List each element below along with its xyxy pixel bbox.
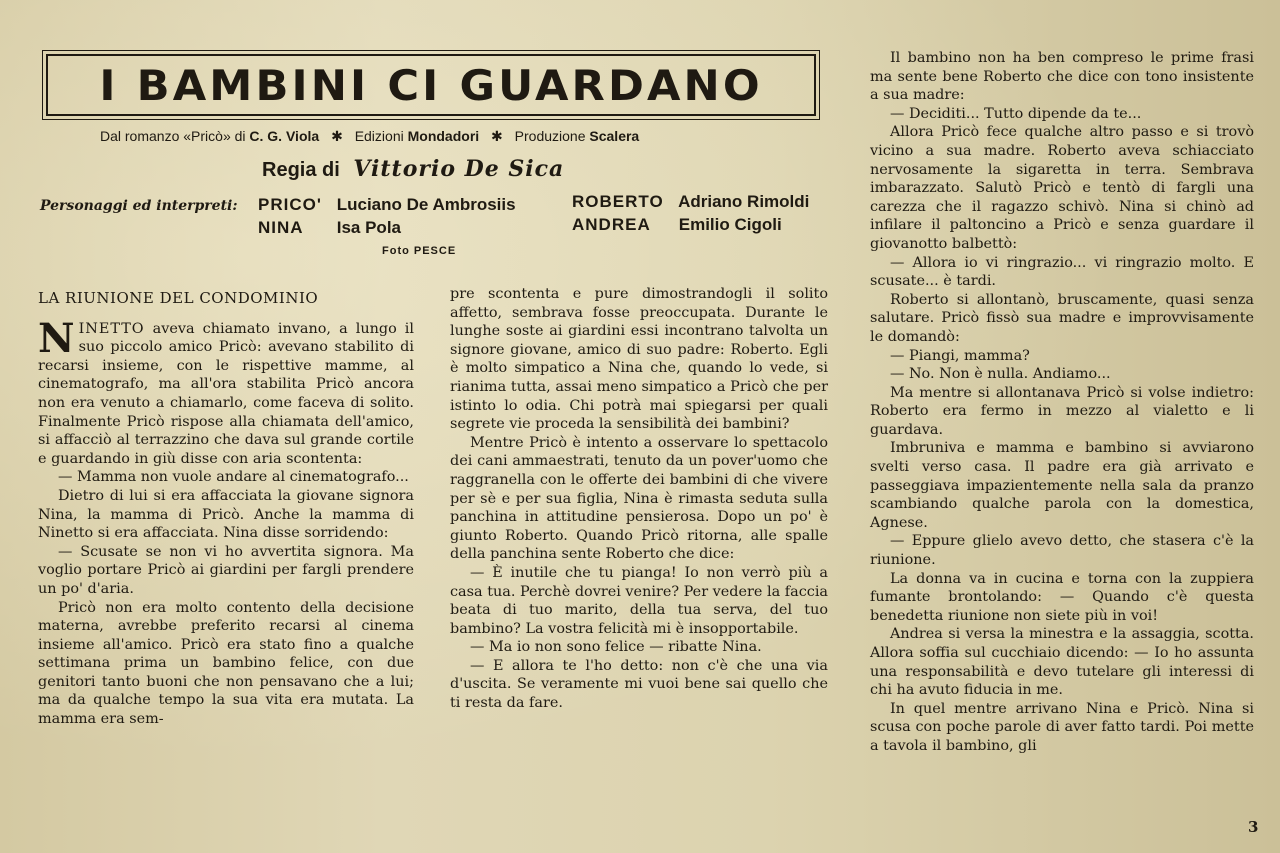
- drop-cap: N: [38, 314, 75, 362]
- cast-role: ANDREA: [572, 215, 651, 234]
- section-heading: LA RIUNIONE DEL CONDOMINIO: [38, 289, 319, 307]
- paragraph: Mentre Pricò è intento a osservare lo spettacolo dei cani ammaestrati, tenuto da un pover'uomo che raggranella con le offerte dei bambini di che vivere per sè e per sua figlia, Nina è rimasta seduta sulla panchina in attitudine pensierosa. Dopo un po' è giunto Roberto. Quando Pricò ritorna, alle spalle della panchina sente Roberto che dice:: [450, 434, 828, 563]
- cast-actor: Emilio Cigoli: [678, 215, 782, 234]
- page-number: 3: [1248, 818, 1259, 836]
- paragraph: [38, 314, 414, 469]
- credits-line: [100, 128, 639, 145]
- cast-actor: Adriano Rimoldi: [678, 192, 810, 211]
- paragraph: — Eppure glielo avevo detto, che stasera c'è la riunione.: [870, 533, 1254, 569]
- title-frame: [46, 54, 816, 116]
- text-column-3: [870, 49, 1254, 756]
- paragraph: Dietro di lui si era affacciata la giovane signora Nina, la mamma di Pricò. Anche la mamma di Ninetto si era affacciata. Nina disse sorridendo:: [38, 487, 414, 542]
- paragraph: In quel mentre arrivano Nina e Pricò. Nina si scusa con poche parole di aver fatto tardi. Poi mette a tavola il bambino, gli: [870, 700, 1254, 754]
- paragraph: Imbruniva e mamma e bambino si avviarono svelti verso casa. Il padre era già arrivato e passeggiava impazientemente nella sala da pranzo scambiando qualche parola con la domestica, Agnese.: [870, 440, 1254, 531]
- paragraph: Roberto si allontanò, bruscamente, quasi senza salutare. Pricò fissò sua madre e improvvisamente le domandò:: [870, 291, 1254, 345]
- text-column-1: [38, 289, 414, 729]
- cast-actor: Luciano De Ambrosiis: [336, 195, 516, 214]
- paragraph: — E allora te l'ho detto: non c'è che una via d'uscita. Se veramente mi vuoi bene sai quello che ti resta da fare.: [450, 657, 828, 712]
- paragraph: Il bambino non ha ben compreso le prime frasi ma sente bene Roberto che dice con tono insistente a sua madre:: [870, 50, 1254, 104]
- photo-credit: Foto PESCE: [382, 245, 457, 257]
- cast-label: Personaggi ed interpreti:: [40, 198, 238, 214]
- paragraph: — È inutile che tu pianga! Io non verrò più a casa tua. Perchè dovrei venire? Per vedere la faccia beata di tuo marito, della tua serva, del tuo bambino? La vostra felicità mi è insopportabile.: [450, 564, 828, 637]
- text-column-2: [450, 285, 828, 713]
- credit-production: Scalera: [589, 128, 640, 144]
- credit-separator-2: ✱: [491, 128, 503, 144]
- paragraph: — Piangi, mamma?: [890, 347, 1030, 364]
- cast-role: NINA: [258, 218, 304, 237]
- paragraph: — Deciditi... Tutto dipende da te...: [890, 105, 1142, 122]
- paragraph: La donna va in cucina e torna con la zuppiera fumante brontolando: — Quando c'è questa benedetta riunione non siete più in voi!: [870, 570, 1254, 624]
- paragraph: — Ma io non sono felice — ribatte Nina.: [470, 639, 762, 656]
- cast-entry: [258, 195, 516, 215]
- cast-entry: [572, 215, 782, 235]
- credit-separator: ✱: [331, 128, 343, 144]
- regia-label: Regia di: [262, 159, 340, 181]
- paragraph: Ma mentre si allontanava Pricò si volse indietro: Roberto era fermo in mezzo al vialetto e li guardava.: [870, 384, 1254, 438]
- paragraph: pre scontenta e pure dimostrandogli il solito affetto, sembrava fosse preoccupata. Durante le lunghe soste ai giardini essi incontrano talvolta un signore giovane, amico di suo padre: Roberto. Egli è molto simpatico a Nina che, quando lo vede, si rianima tutta, assai meno simpatico a Pricò che per istinto lo odia. Chi potrà mai spiegarsi per quali segrete vie proceda la sensibilità dei bambini?: [450, 286, 828, 433]
- credit-production-prefix: Produzione: [514, 128, 586, 144]
- director-name: Vittorio De Sica: [353, 156, 565, 182]
- credit-publisher: Mondadori: [407, 128, 480, 144]
- credit-publisher-prefix: Edizioni: [354, 128, 404, 144]
- first-word-rest: INETTO: [78, 320, 145, 337]
- paragraph: — Allora io vi ringrazio... vi ringrazio molto. E scusate... è tardi.: [870, 254, 1254, 290]
- paragraph: Allora Pricò fece qualche altro passo e si trovò vicino a sua madre. Roberto aveva schiacciato nervosamente la sigaretta in terra. Sembrava imbarazzato. Salutò Pricò e tentò di fargli una carezza che il ragazzo schivò. Nina si chinò ad infilare il paltoncino a Pricò e senza guardare il giovanotto balbettò:: [870, 124, 1254, 252]
- credit-source-prefix: Dal romanzo «Pricò» di: [100, 128, 246, 144]
- cast-entry: [572, 192, 809, 212]
- paragraph: Andrea si versa la minestra e la assaggia, scotta. Allora soffia sul cucchiaio dicendo: — Io ho assunta una responsabilità e devo tutelare gli interessi di chi ha avuto fiducia in me.: [870, 626, 1254, 699]
- paragraph: — Scusate se non vi ho avvertita signora. Ma voglio portare Pricò ai giardini per fargli prendere un po' d'aria.: [38, 543, 414, 597]
- paragraph: — Mamma non vuole andare al cinematografo...: [58, 469, 409, 486]
- paragraph: — No. Non è nulla. Andiamo...: [890, 366, 1111, 383]
- paragraph: Pricò non era molto contento della decisione materna, avrebbe preferito recarsi al cinema insieme all'amico. Pricò era stato fino a qualche settimana prima un bambino felice, con due genitori tanto buoni che non pensavano che a lui; ma da qualche tempo la sua vita era mutata. La mamma era sem-: [38, 599, 414, 728]
- paragraph-text: aveva chiamato invano, a lungo il suo piccolo amico Pricò: avevano stabilito di recarsi insieme, con le rispettive mamme, al cinematografo, ma all'ora stabilita Pricò ancora non era venuto a chiamarlo, come faceva di solito. Finalmente Pricò rispose alla chiamata dell'amico, si affacciò al terrazzino che dava sul grande cortile e guardando in giù disse con aria scontenta:: [38, 320, 414, 467]
- director-line: [262, 156, 564, 182]
- article-title: I BAMBINI CI GUARDANO: [99, 60, 763, 110]
- cast-role: ROBERTO: [572, 192, 664, 211]
- cast-role: PRICO': [258, 195, 322, 214]
- credit-author: C. G. Viola: [249, 128, 320, 144]
- cast-actor: Isa Pola: [336, 218, 401, 237]
- cast-entry: [258, 218, 401, 238]
